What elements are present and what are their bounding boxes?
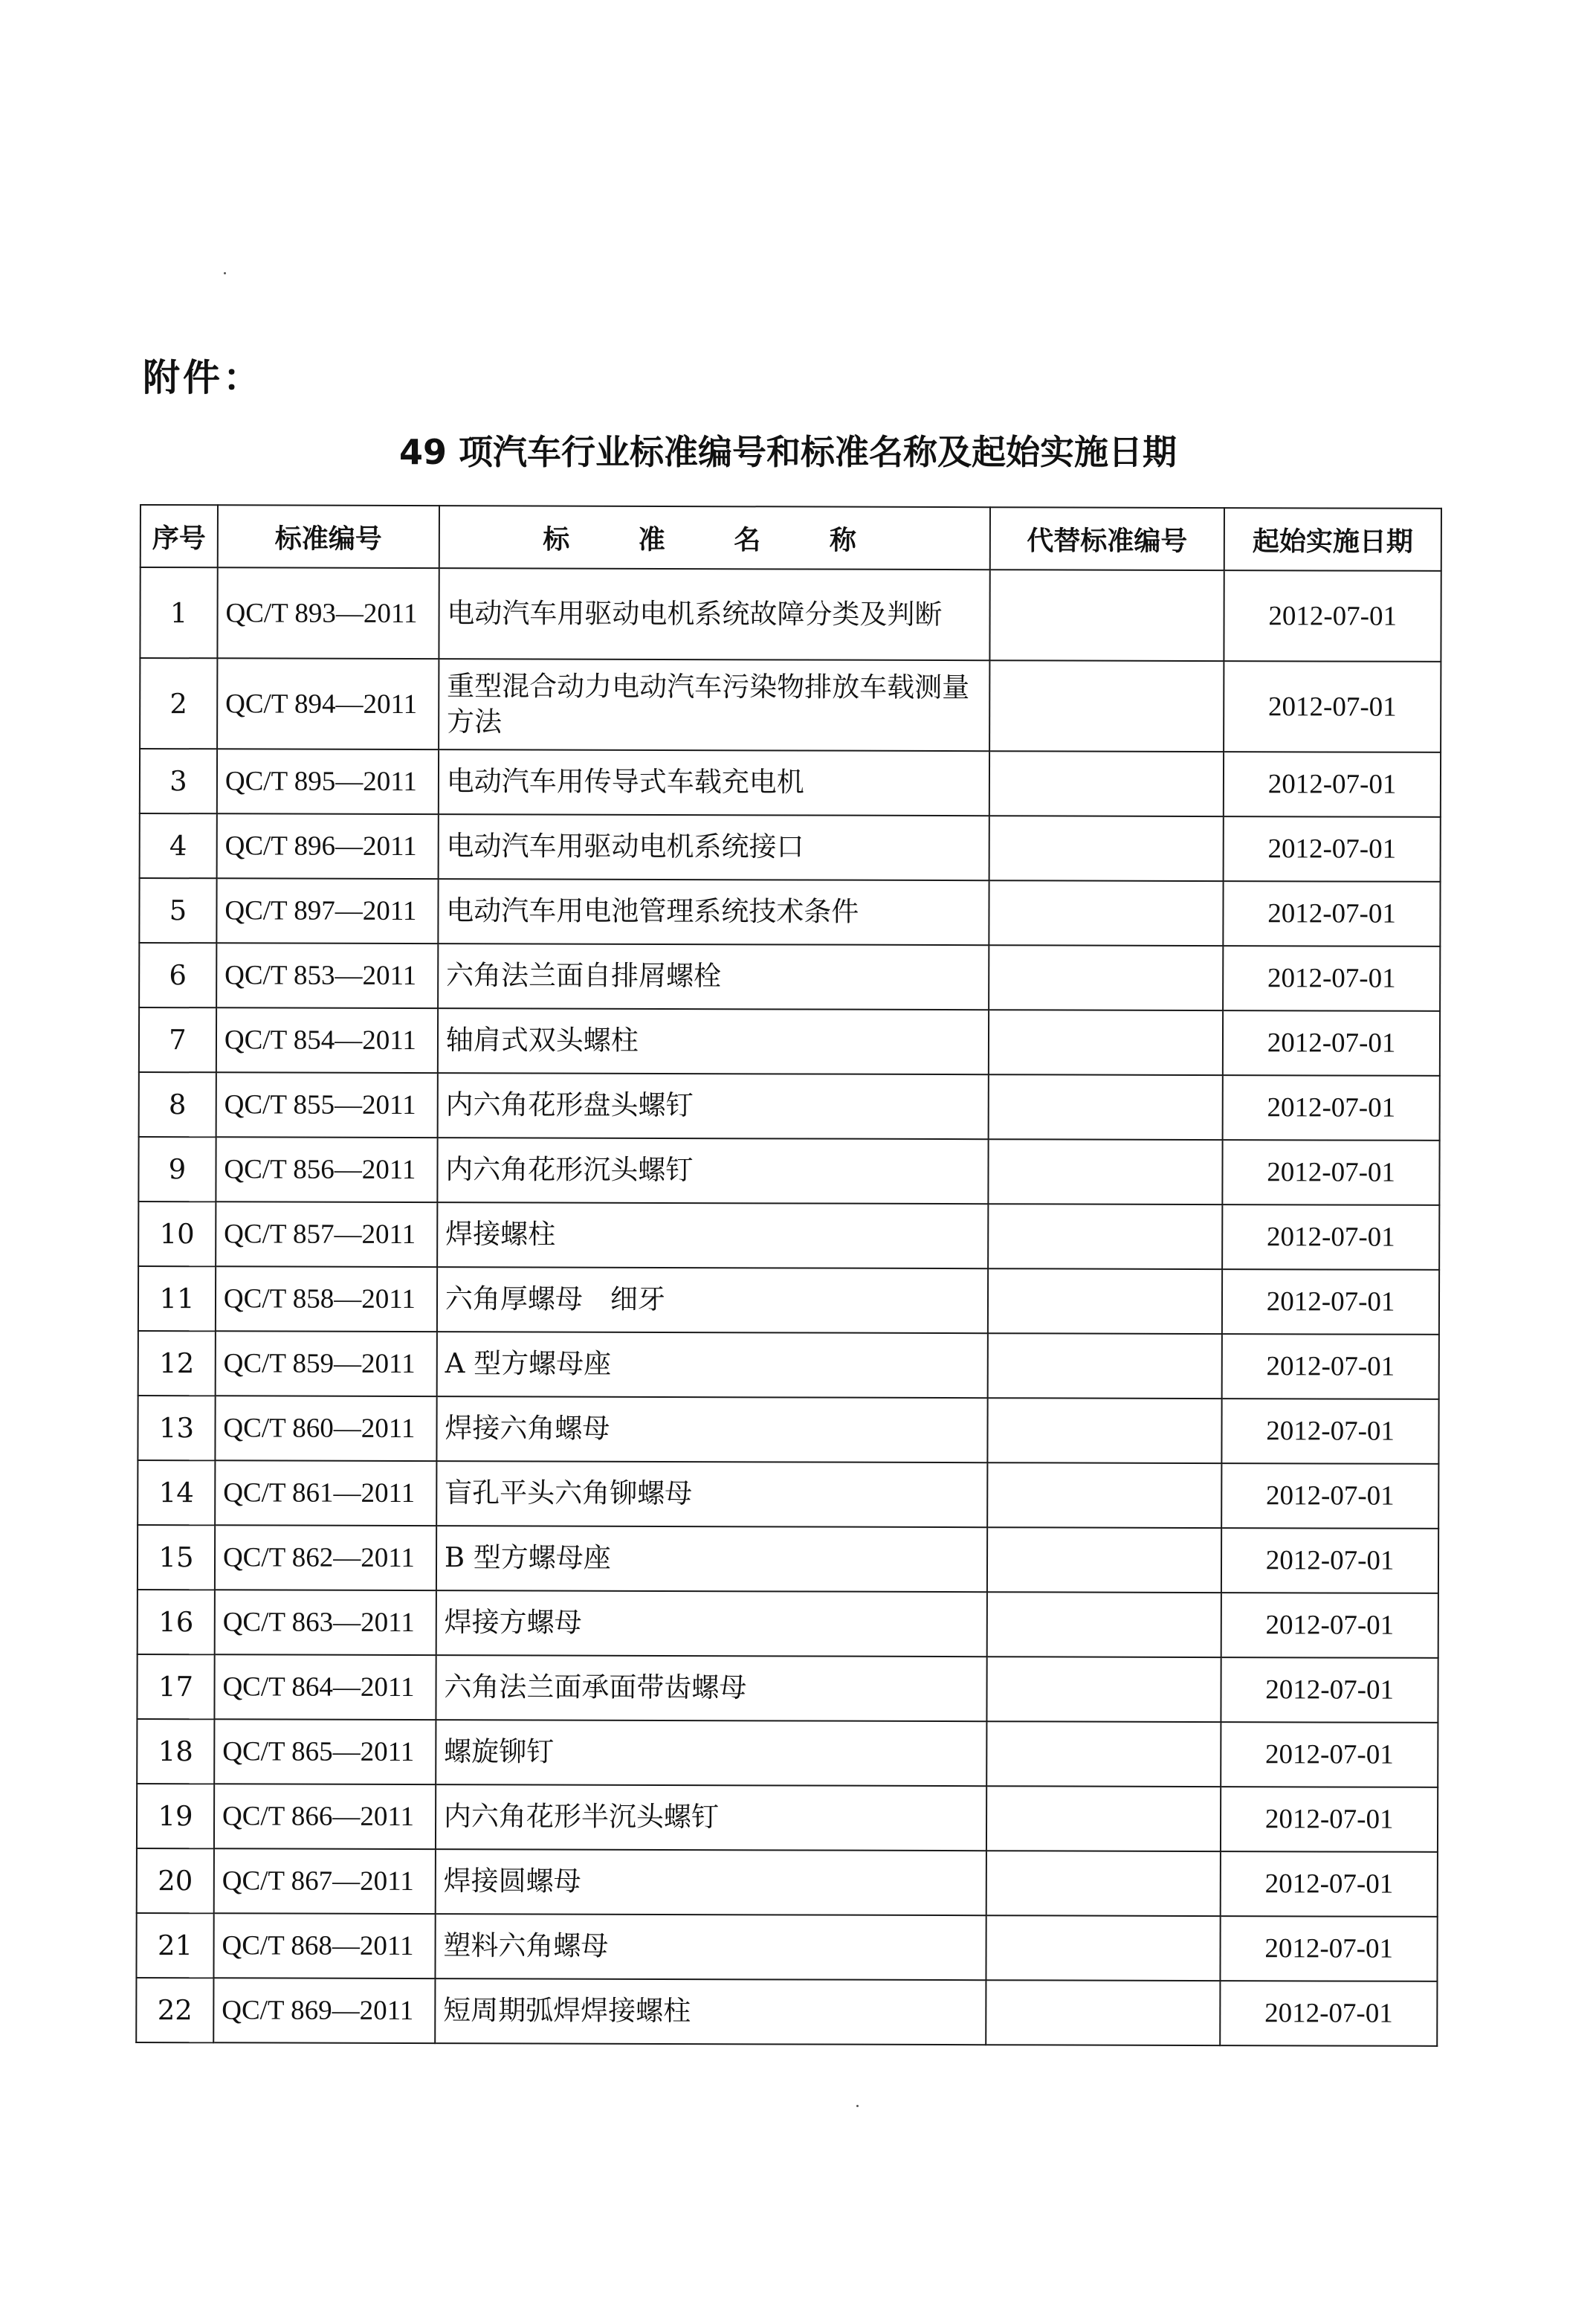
cell-serial-no: 10 <box>138 1202 216 1266</box>
table-row <box>138 1266 1439 1335</box>
cell-standard-code: QC/T 855—2011 <box>216 1072 438 1138</box>
cell-standard-code: QC/T 865—2011 <box>214 1719 436 1784</box>
cell-standard-code: QC/T 854—2011 <box>216 1007 438 1073</box>
cell-standard-name: 电动汽车用驱动电机系统接口 <box>438 814 989 880</box>
cell-serial-no: 19 <box>137 1784 214 1848</box>
cell-serial-no: 7 <box>139 1007 216 1072</box>
cell-serial-no: 18 <box>137 1719 214 1784</box>
cell-standard-code: QC/T 868—2011 <box>213 1913 435 1978</box>
cell-replaced-code <box>987 1333 1222 1399</box>
cell-replaced-code <box>986 1851 1221 1916</box>
cell-serial-no: 21 <box>136 1913 213 1978</box>
table-row <box>140 749 1441 817</box>
cell-replaced-code <box>989 816 1224 881</box>
table-row <box>138 1460 1438 1529</box>
cell-standard-name: 重型混合动力电动汽车污染物排放车载测量方法 <box>439 659 989 751</box>
cell-replaced-code <box>987 1462 1222 1528</box>
cell-standard-code: QC/T 867—2011 <box>214 1848 436 1914</box>
table-row <box>136 1913 1437 1981</box>
header-standard-name: 标 准 名 称 <box>439 506 990 570</box>
cell-effective-date: 2012-07-01 <box>1224 816 1441 882</box>
table-header-row <box>140 505 1441 571</box>
cell-standard-code: QC/T 857—2011 <box>216 1202 437 1267</box>
cell-serial-no: 8 <box>139 1072 216 1137</box>
table-row <box>137 1848 1438 1917</box>
table-row <box>138 1525 1438 1593</box>
scan-speck <box>224 272 226 274</box>
document-title: 49 项汽车行业标准编号和标准名称及起始实施日期 <box>398 432 1177 472</box>
cell-replaced-code <box>988 1074 1223 1140</box>
cell-replaced-code <box>988 1139 1223 1204</box>
table-row <box>136 1978 1437 2046</box>
cell-effective-date: 2012-07-01 <box>1221 1722 1438 1787</box>
cell-effective-date: 2012-07-01 <box>1223 1010 1440 1076</box>
cell-replaced-code <box>986 1980 1221 2045</box>
cell-replaced-code <box>987 1268 1222 1334</box>
cell-standard-name: 盲孔平头六角铆螺母 <box>436 1461 987 1527</box>
cell-replaced-code <box>987 1398 1222 1463</box>
cell-effective-date: 2012-07-01 <box>1221 1787 1438 1852</box>
table-row <box>137 1784 1438 1852</box>
header-replaced-code: 代替标准编号 <box>989 507 1224 570</box>
cell-replaced-code <box>989 660 1224 752</box>
cell-standard-name: 螺旋铆钉 <box>436 1720 986 1786</box>
cell-effective-date: 2012-07-01 <box>1221 1528 1438 1593</box>
cell-standard-name: 短周期弧焊焊接螺柱 <box>435 1978 986 2045</box>
cell-effective-date: 2012-07-01 <box>1223 1140 1440 1205</box>
cell-effective-date: 2012-07-01 <box>1221 1657 1438 1723</box>
cell-standard-code: QC/T 864—2011 <box>214 1654 436 1720</box>
cell-serial-no: 4 <box>140 813 217 878</box>
table-row <box>139 1072 1440 1141</box>
cell-standard-code: QC/T 897—2011 <box>216 878 438 944</box>
cell-standard-name: 塑料六角螺母 <box>435 1914 986 1980</box>
cell-standard-name: 电动汽车用电池管理系统技术条件 <box>438 879 989 945</box>
table-row <box>138 1202 1439 1270</box>
cell-serial-no: 5 <box>139 878 216 943</box>
cell-standard-code: QC/T 856—2011 <box>216 1137 437 1202</box>
cell-effective-date: 2012-07-01 <box>1222 1204 1439 1270</box>
cell-replaced-code <box>988 1010 1223 1075</box>
cell-effective-date: 2012-07-01 <box>1223 946 1440 1011</box>
cell-serial-no: 16 <box>138 1590 215 1654</box>
cell-standard-code: QC/T 853—2011 <box>216 943 438 1008</box>
cell-serial-no: 14 <box>138 1460 215 1525</box>
cell-standard-name: 焊接圆螺母 <box>436 1849 986 1915</box>
cell-replaced-code <box>986 1915 1221 1981</box>
table-row <box>140 567 1441 662</box>
cell-replaced-code <box>989 880 1224 946</box>
cell-standard-name: 电动汽车用驱动电机系统故障分类及判断 <box>439 568 989 660</box>
cell-standard-code: QC/T 893—2011 <box>217 567 439 659</box>
cell-standard-code: QC/T 861—2011 <box>215 1460 436 1526</box>
cell-standard-code: QC/T 862—2011 <box>215 1525 436 1590</box>
cell-serial-no: 12 <box>138 1331 216 1396</box>
cell-standard-name: 六角法兰面承面带齿螺母 <box>436 1655 986 1721</box>
cell-effective-date: 2012-07-01 <box>1222 1399 1439 1464</box>
cell-effective-date: 2012-07-01 <box>1221 1463 1438 1529</box>
cell-standard-code: QC/T 863—2011 <box>215 1590 436 1655</box>
cell-serial-no: 13 <box>138 1396 215 1460</box>
cell-serial-no: 17 <box>137 1654 214 1719</box>
cell-effective-date: 2012-07-01 <box>1222 1334 1439 1399</box>
cell-standard-code: QC/T 869—2011 <box>213 1978 435 2043</box>
scan-speck <box>856 2105 859 2107</box>
cell-standard-name: 内六角花形盘头螺钉 <box>437 1073 988 1139</box>
cell-standard-code: QC/T 858—2011 <box>216 1266 437 1332</box>
table-row <box>140 658 1441 752</box>
cell-standard-code: QC/T 859—2011 <box>216 1331 437 1396</box>
cell-standard-name: 轴肩式双头螺柱 <box>438 1008 989 1074</box>
cell-replaced-code <box>987 1527 1222 1593</box>
cell-standard-name: 焊接六角螺母 <box>436 1396 987 1462</box>
cell-effective-date: 2012-07-01 <box>1223 1075 1440 1141</box>
cell-standard-name: 焊接螺柱 <box>437 1202 988 1268</box>
cell-effective-date: 2012-07-01 <box>1224 752 1441 817</box>
cell-serial-no: 22 <box>136 1978 213 2042</box>
cell-replaced-code <box>986 1592 1221 1657</box>
cell-effective-date: 2012-07-01 <box>1221 1851 1438 1917</box>
cell-replaced-code <box>988 1204 1223 1269</box>
cell-standard-code: QC/T 866—2011 <box>214 1784 436 1849</box>
table-row <box>138 1331 1439 1399</box>
table-row <box>138 1590 1438 1658</box>
cell-standard-name: 六角厚螺母 细牙 <box>437 1267 988 1333</box>
cell-serial-no: 6 <box>139 943 216 1007</box>
cell-effective-date: 2012-07-01 <box>1220 1981 1437 2046</box>
table-row <box>138 1396 1438 1464</box>
cell-serial-no: 3 <box>140 749 217 813</box>
cell-serial-no: 15 <box>138 1525 215 1590</box>
cell-serial-no: 20 <box>137 1848 214 1913</box>
cell-serial-no: 11 <box>138 1266 216 1331</box>
cell-effective-date: 2012-07-01 <box>1224 661 1441 752</box>
cell-effective-date: 2012-07-01 <box>1221 1593 1438 1658</box>
cell-standard-name: B 型方螺母座 <box>436 1526 987 1592</box>
cell-standard-name: 内六角花形沉头螺钉 <box>437 1138 988 1204</box>
cell-effective-date: 2012-07-01 <box>1224 881 1441 946</box>
cell-replaced-code <box>989 570 1224 661</box>
table-row <box>139 943 1440 1011</box>
cell-standard-code: QC/T 860—2011 <box>215 1396 436 1461</box>
cell-serial-no: 1 <box>140 567 217 658</box>
cell-serial-no: 2 <box>140 658 217 749</box>
attachment-label: 附件： <box>143 356 263 399</box>
cell-standard-code: QC/T 896—2011 <box>217 813 439 879</box>
header-serial-no: 序号 <box>140 505 218 567</box>
cell-replaced-code <box>989 751 1224 816</box>
table-row <box>139 1007 1440 1076</box>
cell-serial-no: 9 <box>138 1137 216 1202</box>
cell-replaced-code <box>986 1721 1221 1787</box>
table-row <box>137 1719 1438 1787</box>
cell-standard-name: A 型方螺母座 <box>436 1332 987 1398</box>
header-effective-date: 起始实施日期 <box>1224 508 1441 571</box>
cell-effective-date: 2012-07-01 <box>1222 1269 1439 1335</box>
table-row <box>139 878 1440 946</box>
cell-standard-code: QC/T 894—2011 <box>217 658 439 749</box>
header-standard-code: 标准编号 <box>218 505 439 568</box>
table-row <box>140 813 1441 882</box>
table-row <box>138 1137 1439 1205</box>
standards-table <box>135 504 1442 2047</box>
cell-standard-name: 焊接方螺母 <box>436 1590 987 1657</box>
table-row <box>137 1654 1438 1723</box>
cell-replaced-code <box>989 945 1224 1010</box>
cell-effective-date: 2012-07-01 <box>1224 570 1441 662</box>
cell-effective-date: 2012-07-01 <box>1221 1916 1438 1981</box>
cell-standard-code: QC/T 895—2011 <box>217 749 439 814</box>
cell-standard-name: 内六角花形半沉头螺钉 <box>436 1784 986 1851</box>
cell-standard-name: 六角法兰面自排屑螺栓 <box>438 944 989 1010</box>
cell-replaced-code <box>986 1786 1221 1851</box>
cell-standard-name: 电动汽车用传导式车载充电机 <box>439 749 989 816</box>
cell-replaced-code <box>986 1657 1221 1722</box>
